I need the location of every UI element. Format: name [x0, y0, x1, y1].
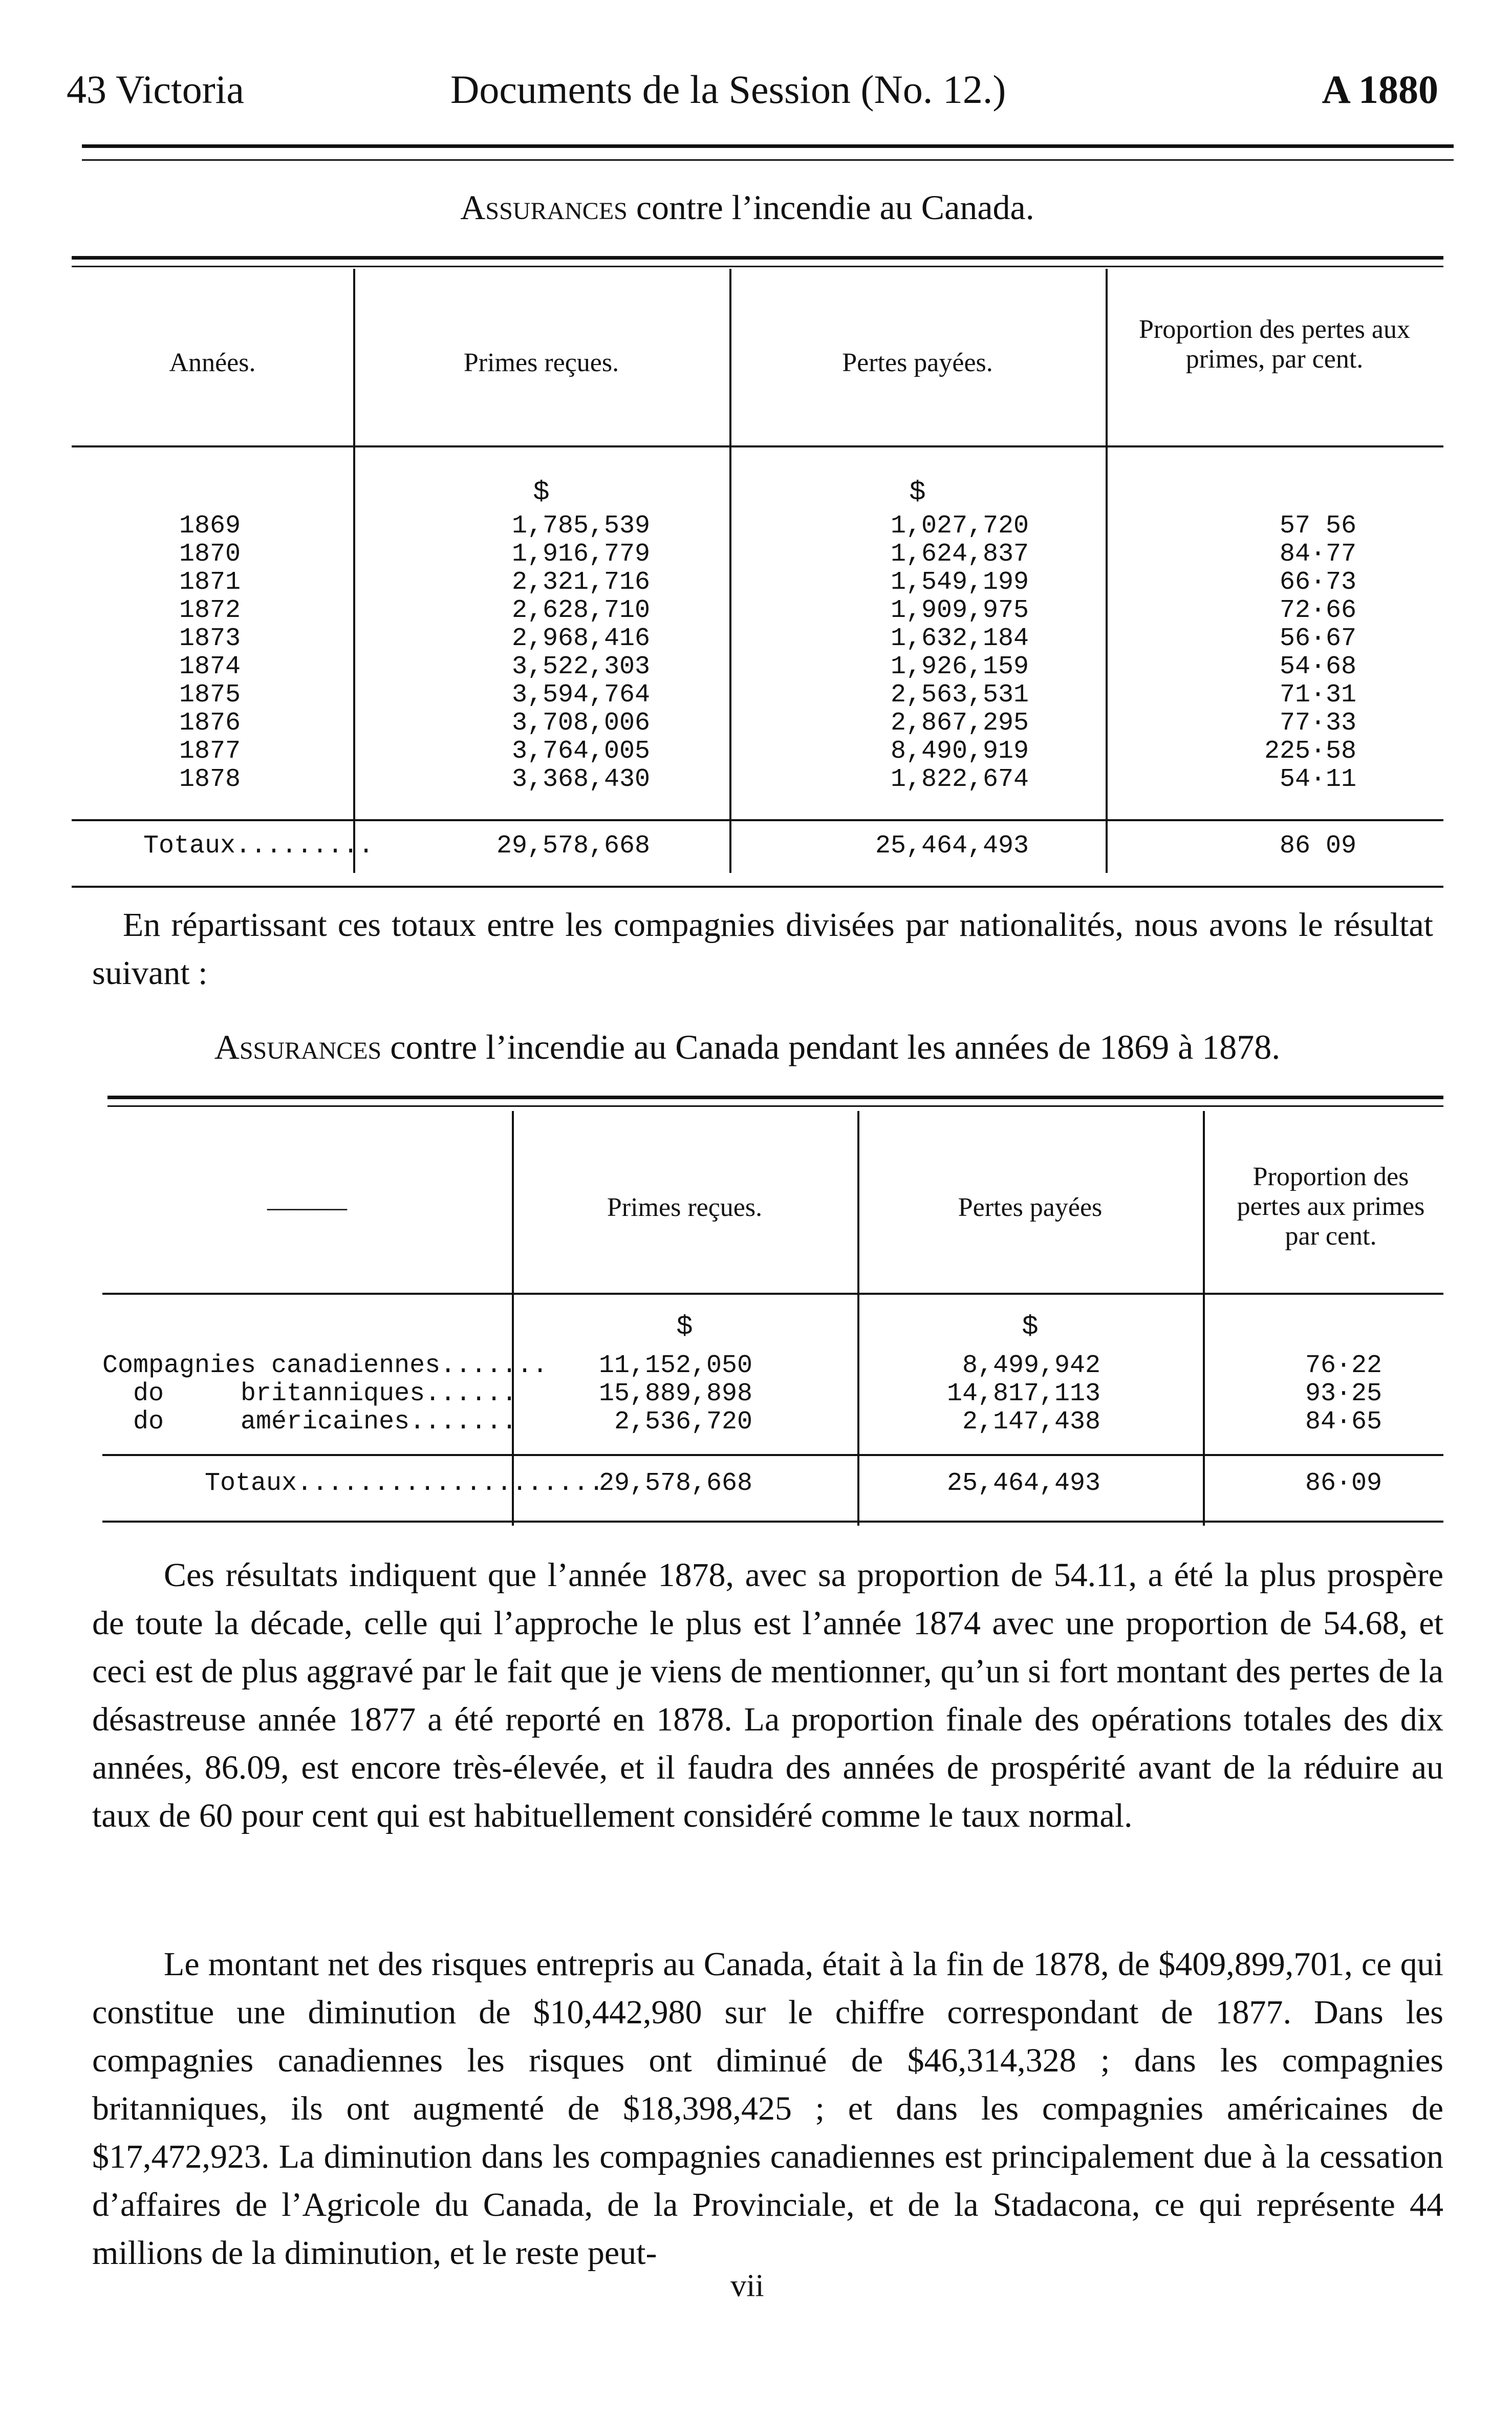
table1-cell-year: 1872: [179, 596, 241, 625]
table2-cell-label: do américaines.......: [102, 1407, 517, 1437]
table1-cell-proportion: 54·11: [1279, 765, 1356, 794]
table1-cell-year: 1870: [179, 540, 241, 569]
header-document-title: Documents de la Session (No. 12.): [450, 67, 1006, 112]
table1-cell-year: 1878: [179, 765, 241, 794]
table1-vline-3: [1106, 269, 1108, 873]
table2-cell-proportion: 76·22: [1305, 1351, 1382, 1380]
table2-bottom-rule: [102, 1521, 1443, 1523]
table1-totals-proportion: 86 09: [1279, 831, 1356, 861]
table2-cell-primes: 2,536,720: [614, 1407, 752, 1437]
table2-currency-primes: $: [676, 1312, 693, 1343]
table1-currency-primes: $: [533, 477, 550, 508]
body-paragraph-1: [92, 1551, 1443, 1840]
table2-header-proportion: Proportion des pertes aux primes par cent.: [1237, 1162, 1425, 1251]
table1-cell-primes: 3,368,430: [511, 765, 650, 794]
header-double-rule: [82, 144, 1454, 161]
table1-header-rule: [72, 445, 1443, 447]
table1-cell-year: 1877: [179, 737, 241, 766]
body-paragraph-1-text: Ces résultats indiquent que l’année 1878, avec sa proportion de 54.11, a été la plus prospère de toute la décade, celle qui l’approche le plus est l’année 1874 avec une proportion de 54.68, et ceci est de plus aggravé par le fait que je viens de mentionner, qu’un si fort montant des pertes de la désastreuse année 1877 a été reporté en 1878. La proportion finale des opérations totales des dix années, 86.09, est encore très-élevée, et il faudra des années de prospérité avant de la réduire au taux de 60 pour cent qui est habituellement considéré comme le taux normal.: [92, 1556, 1443, 1834]
table1-cell-pertes: 1,632,184: [890, 624, 1029, 653]
table1-cell-primes: 1,916,779: [511, 540, 650, 569]
table2-currency-pertes: $: [1022, 1312, 1039, 1343]
running-header: [51, 61, 1443, 118]
body-paragraph-2-text: Le montant net des risques entrepris au Canada, était à la fin de 1878, de $409,899,701, ce qui constitue une diminution de $10,442,980 sur le chiffre correspondant de 1877. Dans les compagnies canadiennes les risques ont diminué de $46,314,328 ; dans les compagnies britanniques, ils ont augmenté de $18,398,425 ; et dans les compagnies américaines de $17,472,923. La diminution dans les compagnies canadiennes est principalement due à la cessation d’affaires de l’Agricole du Canada, de la Provinciale, et de la Stadacona, ce qui représente 44 millions de la diminution, et le reste peut-: [92, 1945, 1443, 2272]
table2-caption-text: contre l’incendie au Canada pendant les années de 1869 à 1878.: [381, 1028, 1281, 1066]
table2-header-pertes: Pertes payées: [958, 1193, 1103, 1222]
intro-paragraph-text: En répartissant ces totaux entre les compagnies divisées par nationalités, nous avons le résultat suivant :: [92, 906, 1433, 992]
table1-cell-proportion: 71·31: [1279, 680, 1356, 710]
table1-cell-pertes: 1,926,159: [890, 652, 1029, 681]
table1-cell-proportion: 84·77: [1279, 540, 1356, 569]
table1-caption: [51, 184, 1443, 230]
table1-cell-primes: 2,628,710: [511, 596, 650, 625]
table1-cell-proportion: 56·67: [1279, 624, 1356, 653]
table1-header-pertes: Pertes payées.: [842, 348, 993, 377]
table1-cell-proportion: 72·66: [1279, 596, 1356, 625]
table2-totals-primes: 29,578,668: [598, 1469, 752, 1498]
table2-cell-pertes: 8,499,942: [962, 1351, 1100, 1380]
table1-cell-proportion: 57 56: [1279, 511, 1356, 541]
table1-totals-primes: 29,578,668: [496, 831, 650, 861]
table1-cell-pertes: 1,822,674: [890, 765, 1029, 794]
table2-totals-rule: [102, 1454, 1443, 1456]
header-year: A 1880: [1322, 67, 1438, 112]
table2-header-blank: ———: [267, 1193, 347, 1222]
table1-header-annees: Années.: [169, 348, 256, 377]
table1-cell-primes: 1,785,539: [511, 511, 650, 541]
table2-cell-proportion: 84·65: [1305, 1407, 1382, 1437]
table2-cell-label: Compagnies canadiennes.......: [102, 1351, 548, 1380]
table1-cell-pertes: 1,549,199: [890, 568, 1029, 597]
table1-header-proportion: Proportion des pertes aux primes, par cent.: [1138, 315, 1410, 374]
table2-cell-primes: 11,152,050: [598, 1351, 752, 1380]
table2-totals-proportion: 86·09: [1305, 1469, 1382, 1498]
page-number: vii: [730, 2269, 764, 2303]
table2-cell-label: do britanniques......: [102, 1379, 517, 1408]
table1-cell-primes: 3,708,006: [511, 709, 650, 738]
table1-cell-primes: 2,968,416: [511, 624, 650, 653]
table2-cell-pertes: 2,147,438: [962, 1407, 1100, 1437]
table1-top-rule: [72, 256, 1443, 267]
table2-vline-3: [1203, 1111, 1205, 1526]
table2-cell-proportion: 93·25: [1305, 1379, 1382, 1408]
table2-header-primes: Primes reçues.: [607, 1193, 763, 1222]
table1-cell-primes: 3,594,764: [511, 680, 650, 710]
table1-caption-text: contre l’incendie au Canada.: [627, 188, 1034, 227]
table1-totals-label: Totaux.........: [143, 831, 374, 861]
table1-cell-primes: 2,321,716: [511, 568, 650, 597]
table1-currency-pertes: $: [909, 477, 926, 508]
table1-totals-rule: [72, 819, 1443, 821]
table1-totals-pertes: 25,464,493: [875, 831, 1029, 861]
table1-cell-pertes: 1,027,720: [890, 511, 1029, 541]
table1-cell-pertes: 2,867,295: [890, 709, 1029, 738]
table1-cell-proportion: 66·73: [1279, 568, 1356, 597]
table1-cell-year: 1874: [179, 652, 241, 681]
table1-cell-proportion: 77·33: [1279, 709, 1356, 738]
table1-cell-pertes: 1,624,837: [890, 540, 1029, 569]
table1-bottom-rule: [72, 886, 1443, 888]
table1-cell-year: 1871: [179, 568, 241, 597]
table2-header-rule: [102, 1293, 1443, 1295]
table1-cell-primes: 3,764,005: [511, 737, 650, 766]
table1-caption-smallcaps: Assurances: [460, 188, 628, 227]
table1-cell-proportion: 225·58: [1264, 737, 1356, 766]
table1-cell-pertes: 1,909,975: [890, 596, 1029, 625]
table1-cell-year: 1873: [179, 624, 241, 653]
table1-header-primes: Primes reçues.: [463, 348, 619, 377]
header-session-volume: 43 Victoria: [67, 67, 244, 112]
table2-top-rule: [107, 1096, 1443, 1107]
table1-cell-pertes: 8,490,919: [890, 737, 1029, 766]
table1-cell-proportion: 54·68: [1279, 652, 1356, 681]
table2-caption: [51, 1024, 1443, 1070]
table2-cell-pertes: 14,817,113: [946, 1379, 1100, 1408]
table1-cell-year: 1876: [179, 709, 241, 738]
table1-cell-year: 1869: [179, 511, 241, 541]
table2-totals-label: Totaux....................: [205, 1469, 604, 1498]
table1-cell-year: 1875: [179, 680, 241, 710]
table2-totals-pertes: 25,464,493: [946, 1469, 1100, 1498]
table1-cell-pertes: 2,563,531: [890, 680, 1029, 710]
intro-paragraph: [92, 901, 1433, 997]
table1-cell-primes: 3,522,303: [511, 652, 650, 681]
table2-caption-smallcaps: Assurances: [214, 1028, 382, 1066]
body-paragraph-2: [92, 1940, 1443, 2277]
table2-cell-primes: 15,889,898: [598, 1379, 752, 1408]
